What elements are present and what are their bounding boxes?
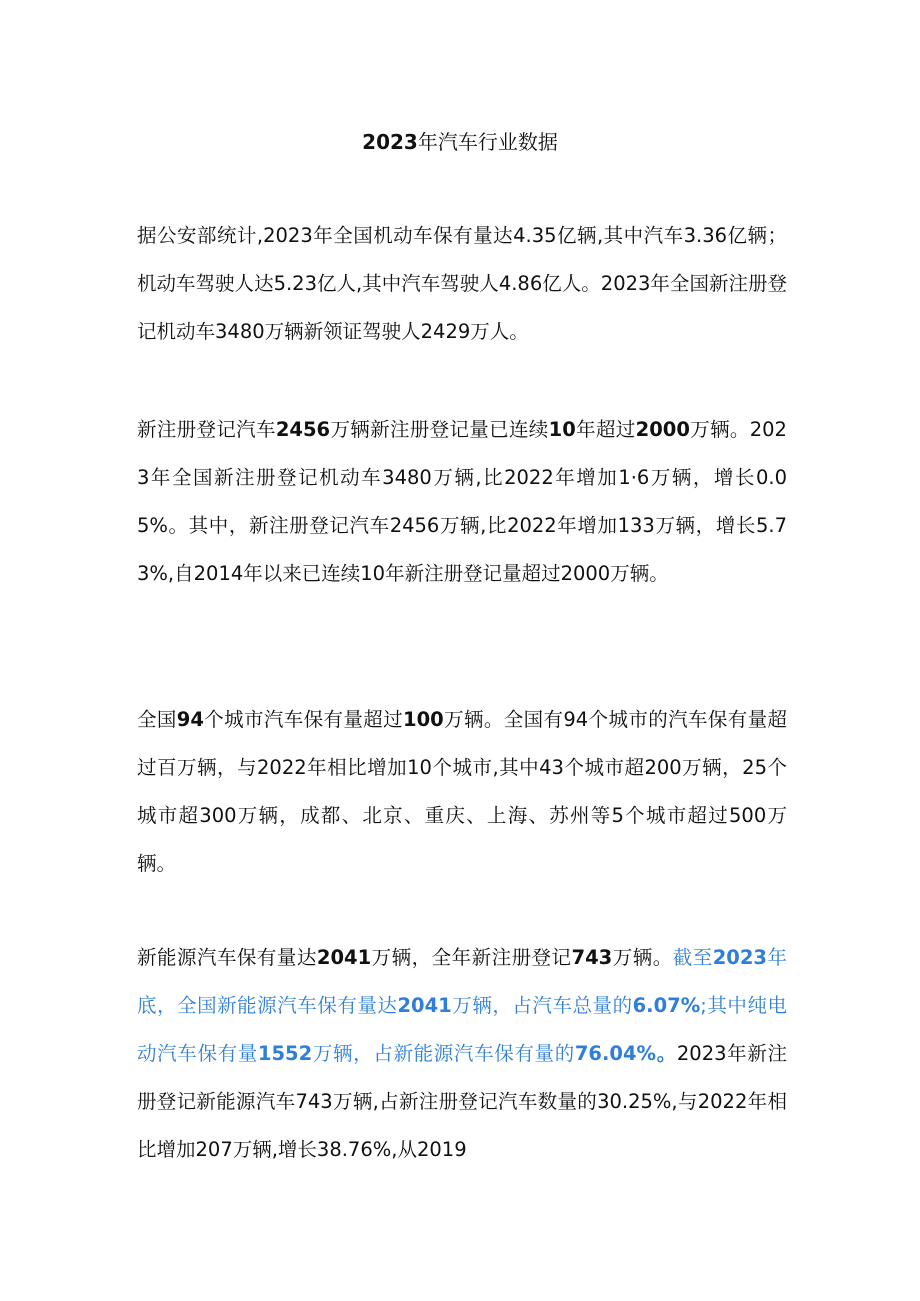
title-year: 2023 — [362, 130, 418, 154]
text-run: 2023年新注册登记新能源汽车743万辆,占新注册登记汽车数量的30.25%,与2022年相比增加207万辆,增长38.76%,从2019 — [137, 1042, 787, 1161]
bold-figure: 94 — [176, 708, 204, 731]
text-run: 万辆。2023年全国新注册登记机动车3480万辆,比2022年增加1·6万辆，增长0.05%。其中，新注册登记汽车2456万辆,比2022年增加133万辆，增长5.73%,自2014年以来已连续10年新注册登记量超过2000万辆。 — [137, 418, 787, 585]
text-run: 万辆。 — [612, 946, 673, 969]
bold-figure: 1552 — [257, 1042, 313, 1065]
text-run: 万辆，占新能源汽车保有量的 — [312, 1042, 575, 1065]
bold-figure: 6.07% — [632, 994, 701, 1017]
text-run: ;其中纯电动汽车保有量 — [137, 994, 787, 1065]
bold-figure: 10 — [548, 418, 576, 441]
text-run: 万辆，占汽车总量的 — [451, 994, 633, 1017]
text-run: 万辆新注册登记量已连续 — [330, 418, 549, 441]
paragraph-city-ownership — [137, 696, 787, 888]
text-run: 个城市汽车保有量超过 — [203, 708, 404, 731]
text-run: 全国 — [137, 708, 177, 731]
text-run: 万辆。全国有94个城市的汽车保有量超过百万辆，与2022年相比增加10个城市,其中43个城市超200万辆，25个城市超300万辆，成都、北京、重庆、上海、苏州等5个城市超过500万辆。 — [137, 708, 787, 875]
bold-figure: 2041 — [316, 946, 372, 969]
text-run: 年底，全国新能源汽车保有量达 — [137, 946, 787, 1017]
paragraph-new-registrations — [137, 406, 787, 598]
text-run: 截至 — [672, 946, 713, 969]
bold-figure: 743 — [571, 946, 613, 969]
paragraph-new-energy-vehicles — [137, 934, 787, 1174]
bold-figure: 2456 — [275, 418, 331, 441]
bold-figure: 76.04%。 — [574, 1042, 677, 1065]
text-run: 万辆，全年新注册登记 — [371, 946, 572, 969]
bold-figure: 2041 — [397, 994, 452, 1017]
document-title — [0, 126, 920, 158]
text-run: 年超过 — [575, 418, 636, 441]
text-run: 新能源汽车保有量达 — [137, 946, 317, 969]
bold-figure: 100 — [403, 708, 444, 731]
title-text: 年汽车行业数据 — [417, 130, 558, 154]
bold-figure: 2000 — [635, 418, 690, 441]
bold-figure: 2023 — [712, 946, 767, 969]
text-run: 新注册登记汽车 — [137, 418, 276, 441]
paragraph-registration-stats: 据公安部统计,2023年全国机动车保有量达4.35亿辆,其中汽车3.36亿辆；机动车驾驶人达5.23亿人,其中汽车驾驶人4.86亿人。2023年全国新注册登记机动车3480万辆新领证驾驶人2429万人。 — [137, 224, 787, 343]
